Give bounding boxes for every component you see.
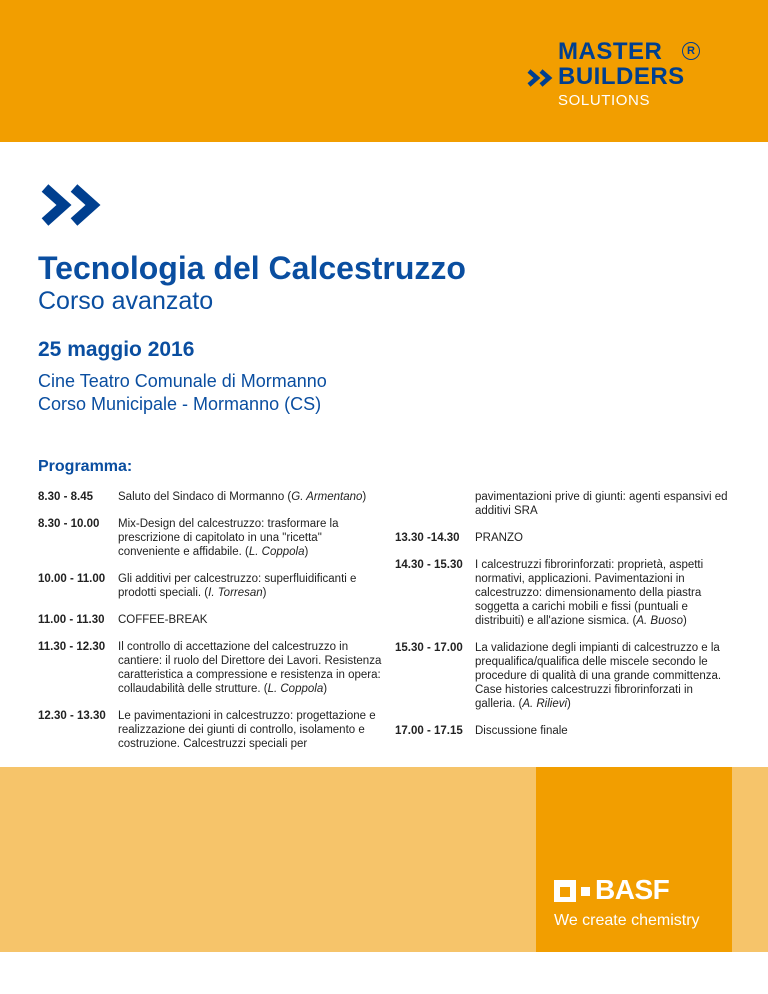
speaker-name: L. Coppola bbox=[267, 683, 324, 695]
speaker-name: A. Rilievi bbox=[522, 698, 568, 710]
item-description: Discussione finale bbox=[475, 725, 568, 737]
master-builders-logo bbox=[524, 40, 724, 110]
logo-solutions-text: SOLUTIONS bbox=[558, 92, 651, 109]
speaker-name: A. Buoso bbox=[636, 615, 684, 627]
logo-master-text: MASTER bbox=[558, 38, 663, 65]
programme-item bbox=[38, 490, 384, 504]
item-time: 12.30 - 13.30 bbox=[38, 710, 106, 722]
item-description: Le pavimentazioni in calcestruzzo: progettazione e realizzazione dei giunti di controllo, isolamento e costruzione. Calcestruzzi speciali per bbox=[118, 710, 376, 750]
item-time: 8.30 - 10.00 bbox=[38, 518, 100, 530]
programme-item bbox=[395, 558, 735, 628]
double-chevron-icon bbox=[38, 182, 104, 228]
programme-item bbox=[38, 640, 384, 696]
basf-wordmark: BASF bbox=[595, 874, 670, 905]
item-time: 11.00 - 11.30 bbox=[38, 614, 105, 626]
item-description: Mix-Design del calcestruzzo: trasformare la prescrizione di capitolato in una "ricetta" conveniente e affidabile. (L. Coppola) bbox=[118, 518, 339, 558]
event-date: 25 maggio 2016 bbox=[38, 338, 195, 361]
programme-item bbox=[38, 517, 384, 559]
item-time: 10.00 - 11.00 bbox=[38, 573, 106, 585]
item-description: PRANZO bbox=[475, 532, 523, 544]
logo-builders-text: BUILDERS bbox=[558, 63, 685, 90]
programme-left-column bbox=[38, 490, 384, 764]
programme-item bbox=[38, 709, 384, 751]
registered-mark-icon: R bbox=[682, 42, 700, 60]
page-title: Tecnologia del Calcestruzzo bbox=[38, 250, 466, 286]
item-time: 11.30 - 12.30 bbox=[38, 641, 106, 653]
item-description: COFFEE-BREAK bbox=[118, 614, 208, 626]
programme-right-column bbox=[395, 490, 735, 751]
item-description: pavimentazioni prive di giunti: agenti espansivi ed additivi SRA bbox=[475, 491, 728, 517]
item-description: Il controllo di accettazione del calcestruzzo in cantiere: il ruolo del Direttore dei Lavori. Resistenza caratteristica a compressione e resistenza in opera: collaudabilità delle strutture. (L. Coppola) bbox=[118, 641, 382, 695]
basf-square-icon bbox=[554, 880, 576, 902]
item-time: 13.30 -14.30 bbox=[395, 532, 460, 544]
item-description: La validazione degli impianti di calcestruzzo e la prequalifica/qualifica delle miscele secondo le procedure di qualità di una grande committenza. Case histories calcestruzzi fibrorinforzati in galleria. (A. Rilievi) bbox=[475, 642, 722, 710]
speaker-name: G. Armentano bbox=[291, 491, 363, 503]
item-time: 15.30 - 17.00 bbox=[395, 642, 463, 654]
basf-tagline: We create chemistry bbox=[554, 912, 700, 929]
basf-dot-icon bbox=[581, 887, 590, 896]
basf-panel bbox=[536, 767, 732, 952]
programme-item-continued bbox=[395, 490, 735, 518]
speaker-name: I. Torresan bbox=[208, 587, 263, 599]
programme-item bbox=[395, 724, 735, 738]
item-description: Gli additivi per calcestruzzo: superfluidificanti e prodotti speciali. (I. Torresan) bbox=[118, 573, 357, 599]
item-description: Saluto del Sindaco di Mormanno (G. Armentano) bbox=[118, 491, 367, 503]
programme-item bbox=[395, 531, 735, 545]
venue-address: Corso Municipale - Mormanno (CS) bbox=[38, 394, 322, 414]
venue-name: Cine Teatro Comunale di Mormanno bbox=[38, 371, 327, 391]
programme-item bbox=[38, 613, 384, 627]
basf-logo bbox=[554, 874, 724, 905]
programme-heading: Programma: bbox=[38, 458, 133, 475]
header-band bbox=[0, 0, 768, 142]
item-time: 14.30 - 15.30 bbox=[395, 559, 463, 571]
item-time: 8.30 - 8.45 bbox=[38, 491, 93, 503]
item-description: I calcestruzzi fibrorinforzati: proprietà, aspetti normativi, applicazioni. Pavimentazioni in calcestruzzo: dimensionamento della piastra soggetta a carichi mobili e fissi (puntuali e distribuiti) e all'azione sismica. (A. Buoso) bbox=[475, 559, 704, 627]
speaker-name: L. Coppola bbox=[248, 546, 305, 558]
event-venue bbox=[38, 370, 327, 416]
page-subtitle: Corso avanzato bbox=[38, 287, 214, 315]
double-chevron-icon bbox=[526, 68, 556, 88]
item-time: 17.00 - 17.15 bbox=[395, 725, 463, 737]
programme-item bbox=[38, 572, 384, 600]
programme-item bbox=[395, 641, 735, 711]
